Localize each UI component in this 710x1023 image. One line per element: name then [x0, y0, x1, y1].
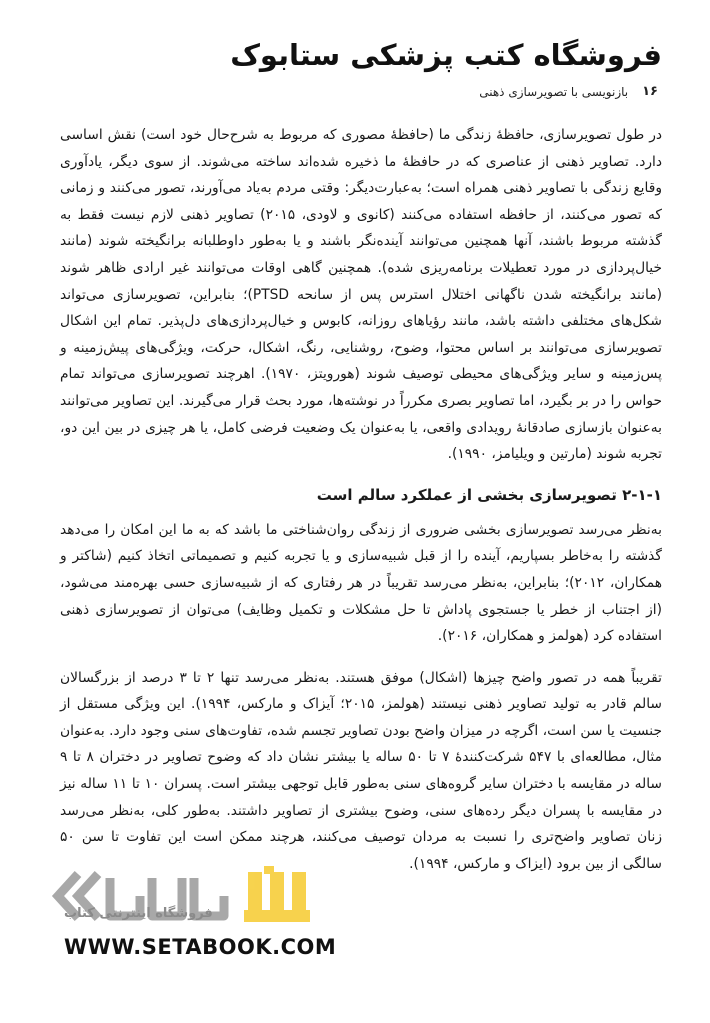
paragraph-1: در طول تصویرسازی، حافظهٔ زندگی ما (حافظهٔ مصوری که مربوط به شرح‌حال خود است) نقش اساسی دارد. تصاویر ذهنی از عناصری که در حافظهٔ ما ذخیره شده‌اند ساخته می‌شوند. از سوی دیگر، یادآوری وقایع زندگی با تصاویر ذهنی همراه است؛ به‌عبارت‌دیگر: وقتی مردم به‌یاد می‌آورند، تصور می‌کنند و زمانی که تصور می‌کنند، از حافظه استفاده می‌کنند (کانوی و لاودی، ۲۰۱۵) تصاویر ذهنی لازم نیست فقط به گذشته مربوط باشند، آنها همچنین می‌توانند آینده‌نگر باشند و یا به‌طور داوطلبانه برانگیخته شوند (مانند خیال‌پردازی در مورد تعطیلات برنامه‌ریزی شده). همچنین گاهی اوقات می‌توانند غیر ارادی ظاهر شوند (مانند برانگیخته شدن ناگهانی اختلال استرس پس از سانحه PTSD)؛ بنابراین، تصویرسازی می‌تواند شکل‌های مختلفی داشته باشد، مانند رؤیاهای روزانه، کابوس و خیال‌پردازی‌های دل‌پذیر. تمام این اشکال تصویرسازی می‌توانند بر اساس محتوا، وضوح، روشنایی، رنگ، اشکال، حرکت، ویژگی‌های پیش‌زمینه و پس‌زمینه و سایر ویژگی‌های محیطی توصیف شوند (هورویتز، ۱۹۷۰). اهرچند تصویرسازی می‌تواند تمام حواس را در بر بگیرد، اما تصاویر بصری مکرراً در نوشته‌ها، مورد بحث قرار می‌گیرند. این تصاویر می‌توانند به‌عنوان بازسازی صادقانهٔ رویدادی واقعی، یا به‌عنوان یک وضعیت فرضی کامل، یا هر چیزی در بین این دو، تجربه شوند (مارتین و ویلیامز، ۱۹۹۰). — [60, 127, 662, 463]
paragraph-2: به‌نظر می‌رسد تصویرسازی بخشی ضروری از زندگی روان‌شناختی ما باشد که به ما این امکان را می‌دهد گذشته را به‌خاطر بسپاریم، آینده را از قبل شبیه‌سازی و یا تجربه کنیم و تصمیماتی اتخاذ کنیم (شاکتر و همکاران، ۲۰۱۲)؛ بنابراین، به‌نظر می‌رسد تقریباً در هر رفتاری که از شبیه‌سازی حسی بهره‌مند می‌شود، (از اجتناب از خطر یا جستجوی پاداش تا حل مشکلات و تکمیل وظایف) می‌توان از تصویرسازی ذهنی استفاده کرد (هولمز و همکاران، ۲۰۱۶). — [60, 521, 663, 645]
setabook-logo — [48, 866, 348, 936]
running-title: بازنویسی با تصویرسازی ذهنی — [479, 84, 629, 99]
running-head — [60, 84, 658, 99]
watermark-tagline: فروشگاه اینترنتی کتاب — [64, 906, 213, 921]
body-text — [60, 122, 662, 892]
paragraph-3: تقریباً همه در تصور واضح چیزها (اشکال) موفق هستند. به‌نظر می‌رسد تنها ۲ تا ۳ درصد از بزرگسالان سالم قادر به تولید تصاویر ذهنی نیستند (هولمز، ۲۰۱۵؛ آیزاک و مارکس، ۱۹۹۴). این ویژگی مستقل از جنسیت یا سن است، اگرچه در میزان واضح بودن تصاویر تجسم شده، تفاوت‌های سنی وجود دارد. به‌عنوان مثال، مطالعه‌ای با ۵۴۷ شرکت‌کنندهٔ ۷ تا ۵۰ ساله یا بیشتر نشان داد که وضوح تصاویر در دختران ۸ تا ۹ ساله در مقایسه با دختران سایر گروه‌های سنی به‌طور قابل توجهی بیشتر است. پسران ۱۰ تا ۱۱ ساله نیز در مقایسه با پسران دیگر رده‌های سنی، وضوح بیشتری از تصاویر داشتند. به‌طور کلی، به‌نظر می‌رسد زنان تصاویر واضح‌تری را نسبت به مردان توصیف می‌کنند، هرچند ممکن است این تفاوت تا سن ۵۰ سالگی از بین برود (ایزاک و مارکس، ۱۹۹۴). — [60, 669, 662, 872]
page-number: ۱۶ — [642, 84, 658, 99]
store-title: فروشگاه کتب پزشکی ستابوک — [230, 38, 662, 72]
watermark-url: WWW.SETABOOK.COM — [64, 935, 337, 959]
section-heading: ۲-۱-۱ تصویرسازی بخشی از عملکرد سالم است — [316, 485, 662, 504]
